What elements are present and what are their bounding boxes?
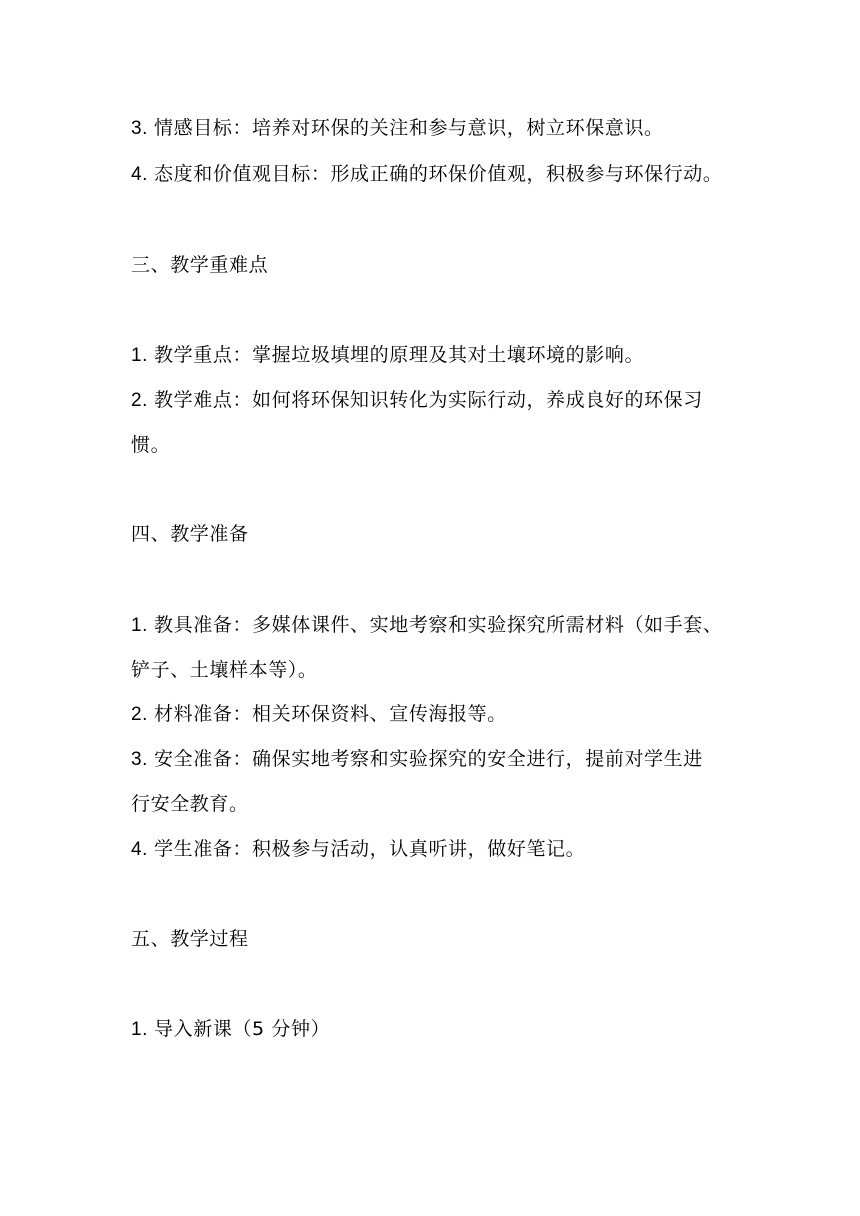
section-heading-preparation [131, 522, 741, 546]
list-number: 1. [131, 615, 149, 636]
preparation-item-1 [131, 613, 741, 638]
preparation-item-4 [131, 837, 741, 862]
preparation-item-1-continued [131, 658, 741, 682]
heading-text: 三、教学重难点 [131, 254, 269, 276]
line-text: 情感目标：培养对环保的关注和参与意识，树立环保意识。 [154, 117, 664, 139]
heading-text: 五、教学过程 [131, 928, 249, 950]
line-text: 学生准备：积极参与活动，认真听讲，做好笔记。 [154, 838, 586, 860]
line-text: 安全准备：确保实地考察和实验探究的安全进行，提前对学生进 [154, 748, 703, 770]
line-text: 教学重点：掌握垃圾填埋的原理及其对土壤环境的影响。 [154, 344, 645, 366]
line-text: 教具准备：多媒体课件、实地考察和实验探究所需材料（如手套、 [154, 614, 723, 636]
objective-item-3 [131, 116, 741, 141]
list-number: 2. [131, 390, 149, 411]
section-heading-process [131, 927, 741, 951]
list-number: 3. [131, 118, 149, 139]
list-number: 2. [131, 704, 149, 725]
line-text: 惯。 [131, 434, 171, 456]
line-text: 导入新课（5 分钟） [154, 1018, 331, 1040]
objective-item-4 [131, 162, 741, 187]
key-point-item-1 [131, 343, 741, 368]
key-point-item-2 [131, 388, 741, 413]
list-number: 4. [131, 164, 149, 185]
line-text: 铲子、土壤样本等）。 [131, 659, 318, 681]
line-text: 教学难点：如何将环保知识转化为实际行动，养成良好的环保习 [154, 389, 703, 411]
list-number: 3. [131, 749, 149, 770]
line-text: 行安全教育。 [131, 793, 249, 815]
key-point-item-2-continued [131, 433, 741, 457]
preparation-item-2 [131, 702, 741, 727]
process-item-1 [131, 1017, 741, 1042]
heading-text: 四、教学准备 [131, 523, 249, 545]
section-heading-key-points [131, 253, 741, 277]
line-text: 态度和价值观目标：形成正确的环保价值观，积极参与环保行动。 [154, 163, 723, 185]
preparation-item-3-continued [131, 792, 741, 816]
list-number: 1. [131, 345, 149, 366]
list-number: 1. [131, 1019, 149, 1040]
preparation-item-3 [131, 747, 741, 772]
line-text: 材料准备：相关环保资料、宣传海报等。 [154, 703, 507, 725]
list-number: 4. [131, 839, 149, 860]
